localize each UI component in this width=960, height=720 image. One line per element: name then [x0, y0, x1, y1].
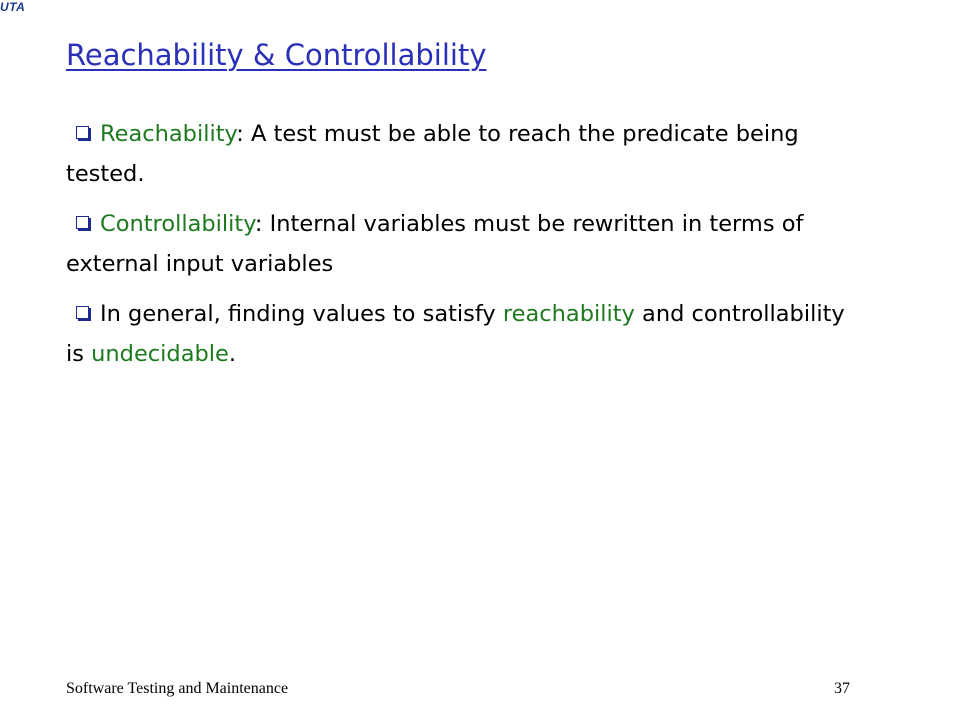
uta-logo: UTA — [0, 0, 26, 14]
square-bullet-icon — [76, 216, 89, 229]
term-reachability: Reachability — [100, 121, 237, 147]
square-bullet-icon — [76, 306, 89, 319]
bullet-text: : A test must be able to reach the predicate being tested. — [66, 121, 799, 187]
bullet-text: In general, finding values to satisfy — [100, 301, 503, 327]
term-controllability: Controllability — [100, 211, 255, 237]
footer-course: Software Testing and Maintenance — [66, 680, 289, 697]
page-number: 37 — [834, 680, 850, 697]
bullet-controllability — [66, 204, 866, 284]
bullet-text: : Internal variables must be rewritten in terms of external input variables — [66, 211, 804, 277]
bullet-undecidable — [66, 294, 866, 374]
bullet-list — [66, 114, 866, 384]
highlight-undecidable: undecidable — [91, 341, 229, 367]
slide-title: Reachability & Controllability — [66, 38, 487, 72]
highlight-reachability: reachability — [502, 301, 635, 327]
bullet-text: . — [228, 341, 237, 367]
bullet-text: and controllability is — [66, 301, 845, 367]
square-bullet-icon — [76, 126, 89, 139]
bullet-reachability — [66, 114, 866, 194]
